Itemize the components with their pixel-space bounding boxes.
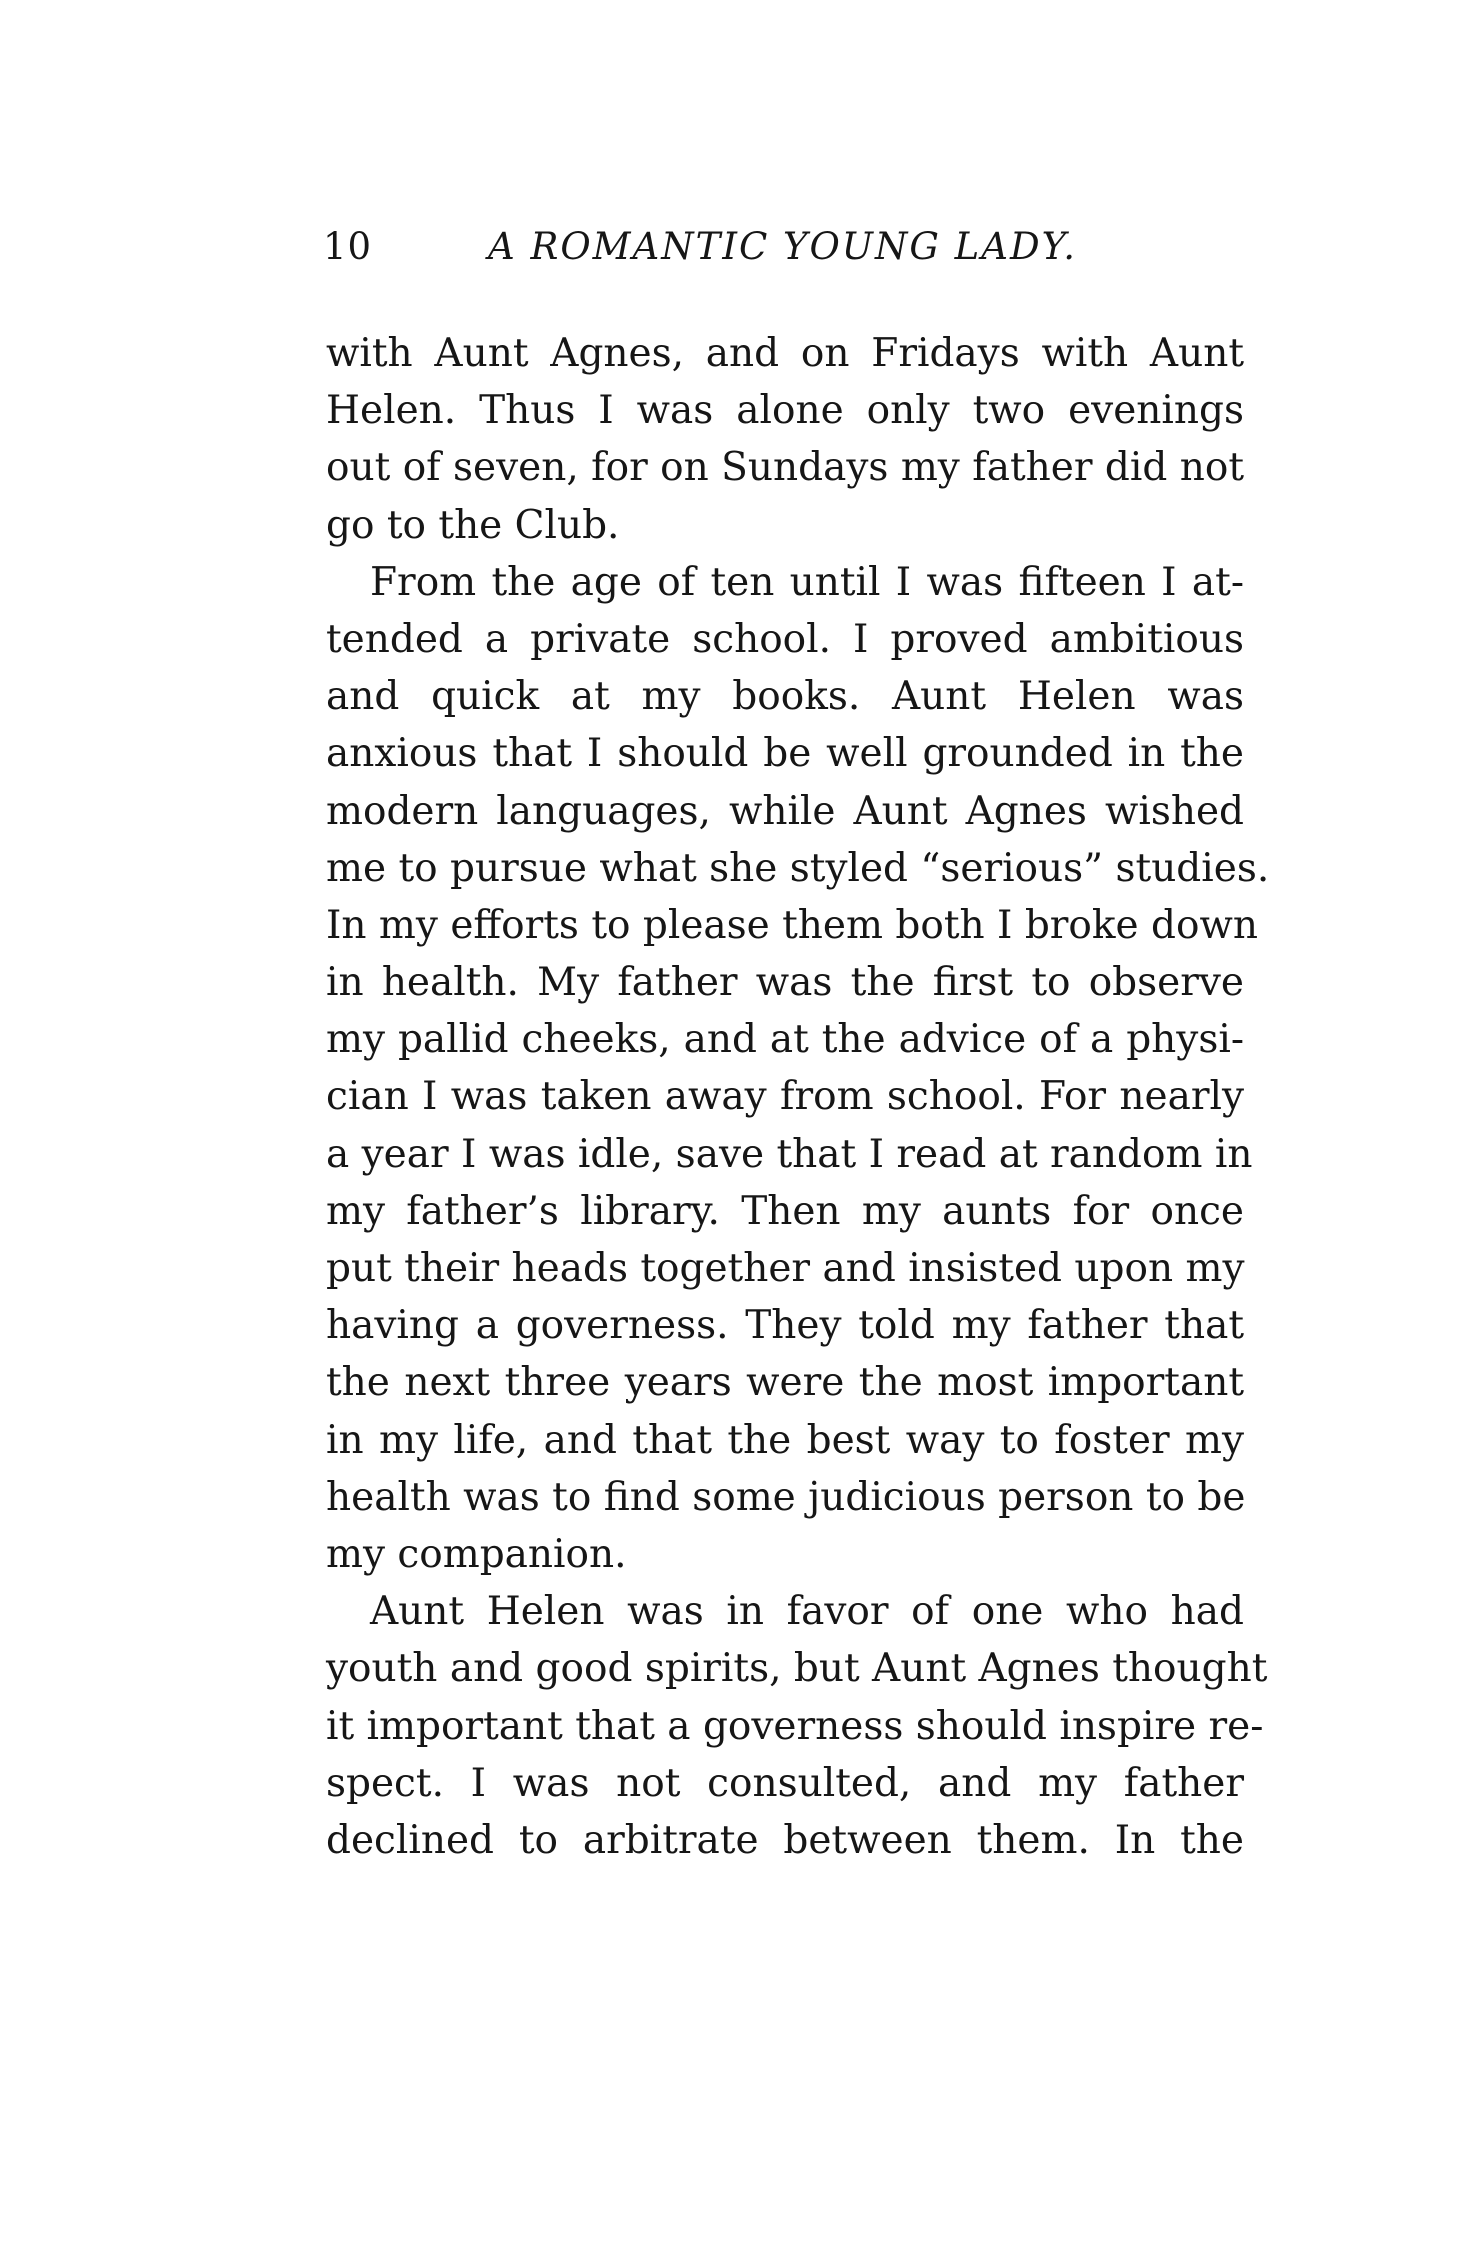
page-number: 10	[323, 225, 373, 268]
text-line: with Aunt Agnes, and on Fridays with Aunt	[326, 331, 1244, 376]
running-title: A ROMANTIC YOUNG LADY.	[488, 225, 1078, 268]
text-line: spect. I was not consulted, and my father	[326, 1760, 1244, 1806]
text-line: anxious that I should be well grounded in the	[326, 731, 1244, 777]
text-line: declined to arbitrate between them. In the	[326, 1817, 1244, 1863]
text-line: it important that a governess should inspire re-	[326, 1703, 1264, 1749]
text-line: health was to find some judicious person to be	[326, 1474, 1246, 1520]
text-line: youth and good spirits, but Aunt Agnes thought	[326, 1646, 1268, 1692]
text-line: modern languages, while Aunt Agnes wished	[326, 788, 1244, 834]
text-line: From the age of ten until I was fifteen I at-	[370, 559, 1244, 605]
body-text	[326, 325, 1270, 1869]
text-line: Helen. Thus I was alone only two evenings	[326, 388, 1244, 434]
text-line: having a governess. They told my father that	[326, 1303, 1244, 1349]
text-line: me to pursue what she styled “serious” studies.	[326, 845, 1270, 891]
text-line: In my efforts to please them both I broke down	[326, 902, 1258, 948]
text-line: in health. My father was the first to observe	[326, 960, 1244, 1006]
text-line: my father’s library. Then my aunts for once	[326, 1188, 1244, 1234]
text-line: out of seven, for on Sundays my father did not	[326, 445, 1244, 491]
text-line: Aunt Helen was in favor of one who had	[370, 1589, 1244, 1635]
text-line: and quick at my books. Aunt Helen was	[326, 674, 1244, 720]
running-head	[323, 222, 1243, 272]
text-line: go to the Club.	[326, 502, 620, 548]
text-line: the next three years were the most important	[326, 1360, 1244, 1406]
text-line: a year I was idle, save that I read at random in	[326, 1131, 1253, 1177]
text-line: in my life, and that the best way to foster my	[326, 1417, 1244, 1463]
text-line: cian I was taken away from school. For nearly	[326, 1074, 1244, 1120]
text-line: tended a private school. I proved ambitious	[326, 616, 1244, 662]
text-line: put their heads together and insisted upon my	[326, 1246, 1245, 1291]
text-line: my pallid cheeks, and at the advice of a physi-	[326, 1017, 1244, 1063]
text-line: my companion.	[326, 1531, 627, 1577]
